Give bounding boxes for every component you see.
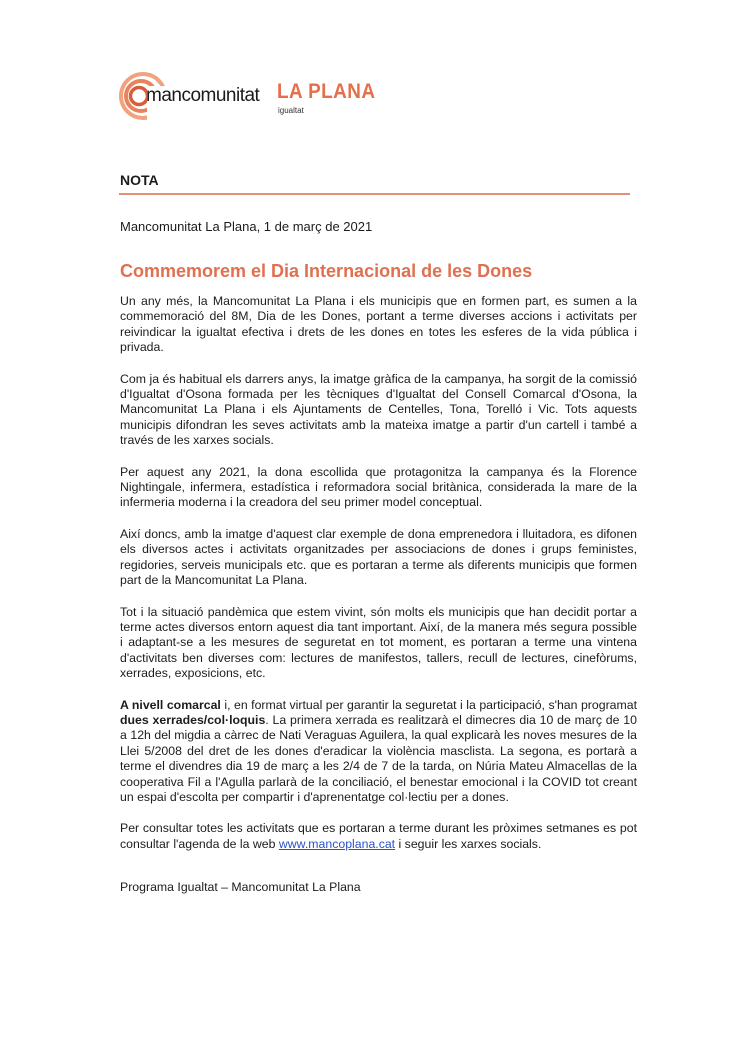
logo-name: mancomunitat bbox=[146, 85, 260, 106]
paragraph-6-text-b: . La primera xerrada es realitzarà el dimecres dia 10 de març de 10 a 12h del migdia a càrrec de Nati Veraguas Aguilera, la qual explicarà les noves mesures de la Llei 5/2008 del dret de les dones d'eradicar la violència masclista. La segona, es portarà a terme el divendres dia 19 de març a les 2/4 de 7 de la tarda, on Núria Mateu Almacellas de la cooperativa Fil a l'Agulla parlarà de la conciliació, el benestar emocional i la COVID tot creant un espai d'escolta per compartir i d'aprenentatge col·lectiu per a dones. bbox=[120, 712, 637, 804]
paragraph-6 bbox=[120, 698, 637, 806]
bold-text-comarcal: A nivell comarcal bbox=[120, 697, 221, 712]
paragraph-1: Un any més, la Mancomunitat La Plana i els municipis que en formen part, es sumen a la commemoració del 8M, Dia de les Dones, portant a terme diverses accions i activitats per reivindicar la igualtat efectiva i drets de les dones en totes les esferes de la vida pública i privada. bbox=[120, 294, 637, 355]
paragraph-2: Com ja és habitual els darrers anys, la imatge gràfica de la campanya, ha sorgit de la comissió d'Igualtat d'Osona formada per les tècniques d'Igualtat del Consell Comarcal d'Osona, la Mancomunitat La Plana i els Ajuntaments de Centelles, Tona, Torelló i Vic. Tots aquests municipis difondran les seves activitats amb la mateixa imatge a partir d'un cartell i també a través de les xarxes socials. bbox=[120, 371, 637, 448]
footer-signature: Programa Igualtat – Mancomunitat La Plana bbox=[120, 880, 361, 894]
website-link[interactable]: www.mancoplana.cat bbox=[278, 836, 396, 851]
body-text bbox=[120, 294, 637, 868]
paragraph-4: Així doncs, amb la imatge d'aquest clar exemple de dona emprenedora i lluitadora, es difonen els diversos actes i activitats organitzades per associacions de dones i grups feministes, regidories, serveis municipals etc. que es portaran a terme als diferents municipis que formen part de la Mancomunitat La Plana. bbox=[120, 526, 637, 588]
logo-subtitle: igualtat bbox=[278, 106, 304, 115]
bold-text-xerrades: dues xerrades/col·loquis bbox=[120, 712, 266, 727]
paragraph-3: Per aquest any 2021, la dona escollida que protagonitza la campanya és la Florence Nightingale, infermera, estadística i reformadora social britànica, considerada la mare de la infermeria moderna i la creadora del seu primer model conceptual. bbox=[120, 464, 637, 510]
logo bbox=[117, 66, 377, 122]
logo-plana: LA PLANA bbox=[277, 80, 376, 103]
dateline: Mancomunitat La Plana, 1 de març de 2021 bbox=[120, 219, 373, 234]
header-divider bbox=[119, 193, 630, 195]
paragraph-5: Tot i la situació pandèmica que estem vivint, són molts els municipis que han decidit portar a terme actes diversos entorn aquest dia tant important. Així, de la manera més segura possible i adaptant-se a les mesures de seguretat en tot moment, es portaran a terme una vintena d'activitats ben diverses com: lectures de manifestos, tallers, recull de lectures, cinefòrums, xerrades, exposicions, etc. bbox=[120, 604, 637, 681]
paragraph-6-text-a: i, en format virtual per garantir la seguretat i la participació, s'han programat bbox=[220, 697, 637, 712]
paragraph-7-text-b: i seguir les xarxes socials. bbox=[395, 836, 542, 851]
page-title: Commemorem el Dia Internacional de les Dones bbox=[120, 261, 533, 281]
note-label: NOTA bbox=[120, 172, 159, 188]
paragraph-7-text-a: Per consultar totes les activitats que es portaran a terme durant les pròximes setmanes es pot consultar l'agenda de la web bbox=[120, 821, 637, 851]
paragraph-7 bbox=[120, 821, 637, 852]
